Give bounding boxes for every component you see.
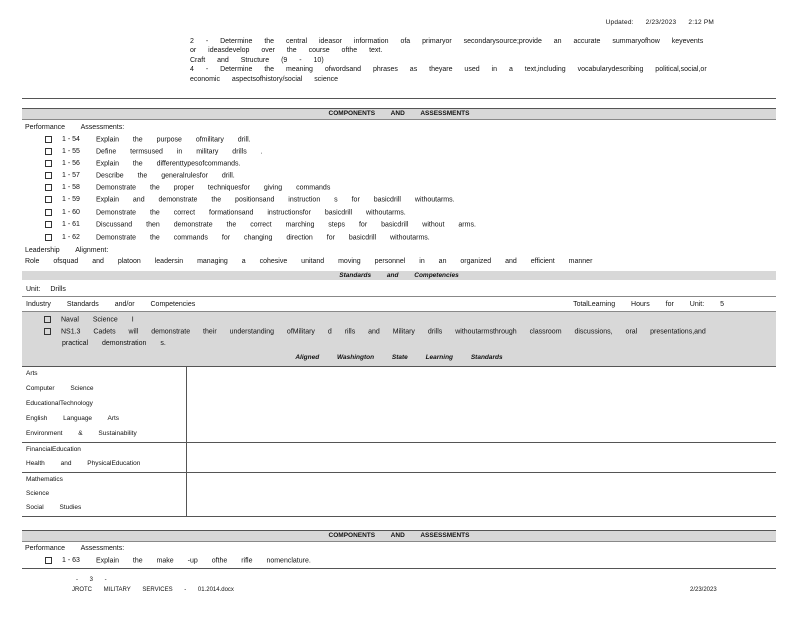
checkbox-icon [45,136,52,143]
naval-science-block [22,312,776,367]
list-item: 1 - 54 Explain the purpose ofmilitary drill. [45,136,251,145]
updated-time: 2:12 PM [688,19,714,26]
checkbox-icon [45,234,52,241]
list-item: 1 - 58 Demonstrate the proper techniquesfor giving commands [45,184,330,193]
ccr-line: Craft and Structure (9 - 10) [190,56,324,64]
list-item: NS1.3 Cadets will demonstrate their understanding ofMilitary d rills and Military drills withoutarmsthrough classroom discussions, oral presentations,and [44,328,706,337]
table-group [22,473,776,515]
aligned-standards-title: Aligned Washington State Learning Standards [295,354,503,361]
page-number: - 3 - [76,577,107,583]
list-item: 1 - 61 Discussand then demonstrate the correct marching steps for basicdrill without arms. [45,221,476,230]
list-item: Naval Science I [44,316,134,325]
ccr-line: 2 - Determine the central ideasor information ofa primaryor secondarysource;provide an accurate summaryofhow keyevents [190,38,704,45]
subject-label: Science [26,490,50,497]
list-item: 1 - 59 Explain and demonstrate the positionsand instruction s for basicdrill withoutarms. [45,196,455,205]
ccr-line: or ideasdevelop over the course ofthe text. [190,47,383,55]
list-item: 1 - 55 Define termsused in military drills . [45,148,263,157]
subject-label: English Language Arts [26,415,120,422]
checkbox-icon [45,557,52,564]
updated-stamp [606,19,714,27]
unit-label: Unit: Drills [26,286,66,293]
checkbox-icon [45,148,52,155]
document-name: JROTC MILITARY SERVICES - 01.2014.docx [72,587,234,593]
industry-row [22,298,776,312]
footer-date: 2/23/2023 [690,587,717,593]
updated-label: Updated: [605,19,634,26]
unit-row [22,283,776,297]
divider [22,568,776,569]
list-item: 1 - 60 Demonstrate the correct formationsand instructionsfor basicdrill withoutarms. [45,209,406,218]
checkbox-icon [45,221,52,228]
updated-date: 2/23/2023 [645,19,677,26]
total-hours: TotalLearning Hours for Unit: 5 [573,301,724,308]
subject-label: EducationalTechnology [26,400,93,407]
subject-label: Arts [26,370,38,377]
performance-label: Performance Assessments: [25,545,125,552]
leadership-text: Role ofsquad and platoon leadersin managing a cohesive unitand moving personnel in an organized and efficient manner [25,258,593,265]
subject-label: Environment & Sustainability [26,430,137,437]
checkbox-icon [45,184,52,191]
ccr-standards-text [190,38,750,85]
list-item: 1 - 63 Explain the make -up ofthe rifle nomenclature. [45,557,311,566]
checkbox-icon [45,196,52,203]
list-item: 1 - 62 Demonstrate the commands for changing direction for basicdrill withoutarms. [45,234,430,243]
divider [22,98,776,99]
subject-label: Computer Science [26,385,94,392]
subject-label: Social Studies [26,504,82,511]
checkbox-icon [45,160,52,167]
standards-header: Standards and Competencies [22,271,776,280]
aligned-standards-table [22,366,776,517]
checkbox-icon [44,328,51,335]
ccr-line: economic aspectsofhistory/social science [190,75,339,83]
ns-continued: practical demonstration s. [62,340,166,347]
list-item: 1 - 57 Describe the generalrulesfor drill. [45,172,235,181]
table-group [22,443,776,473]
industry-label: Industry Standards and/or Competencies [26,301,196,308]
list-item: 1 - 56 Explain the differenttypesofcommands. [45,160,241,169]
performance-label: Performance Assessments: [25,124,125,131]
subject-label: FinancialEducation [26,446,81,453]
checkbox-icon [45,209,52,216]
section-header-components: COMPONENTS AND ASSESSMENTS [22,530,776,542]
subject-label: Mathematics [26,476,63,483]
table-group [22,367,776,443]
subject-label: Health and PhysicalEducation [26,460,141,467]
checkbox-icon [45,172,52,179]
leadership-label: Leadership Alignment: [25,247,109,254]
section-header-components: COMPONENTS AND ASSESSMENTS [22,108,776,120]
ccr-line: 4 - Determine the meaning ofwordsand phrases as theyare used in a text,including vocabularydescribing political,social,or [190,66,707,74]
checkbox-icon [44,316,51,323]
